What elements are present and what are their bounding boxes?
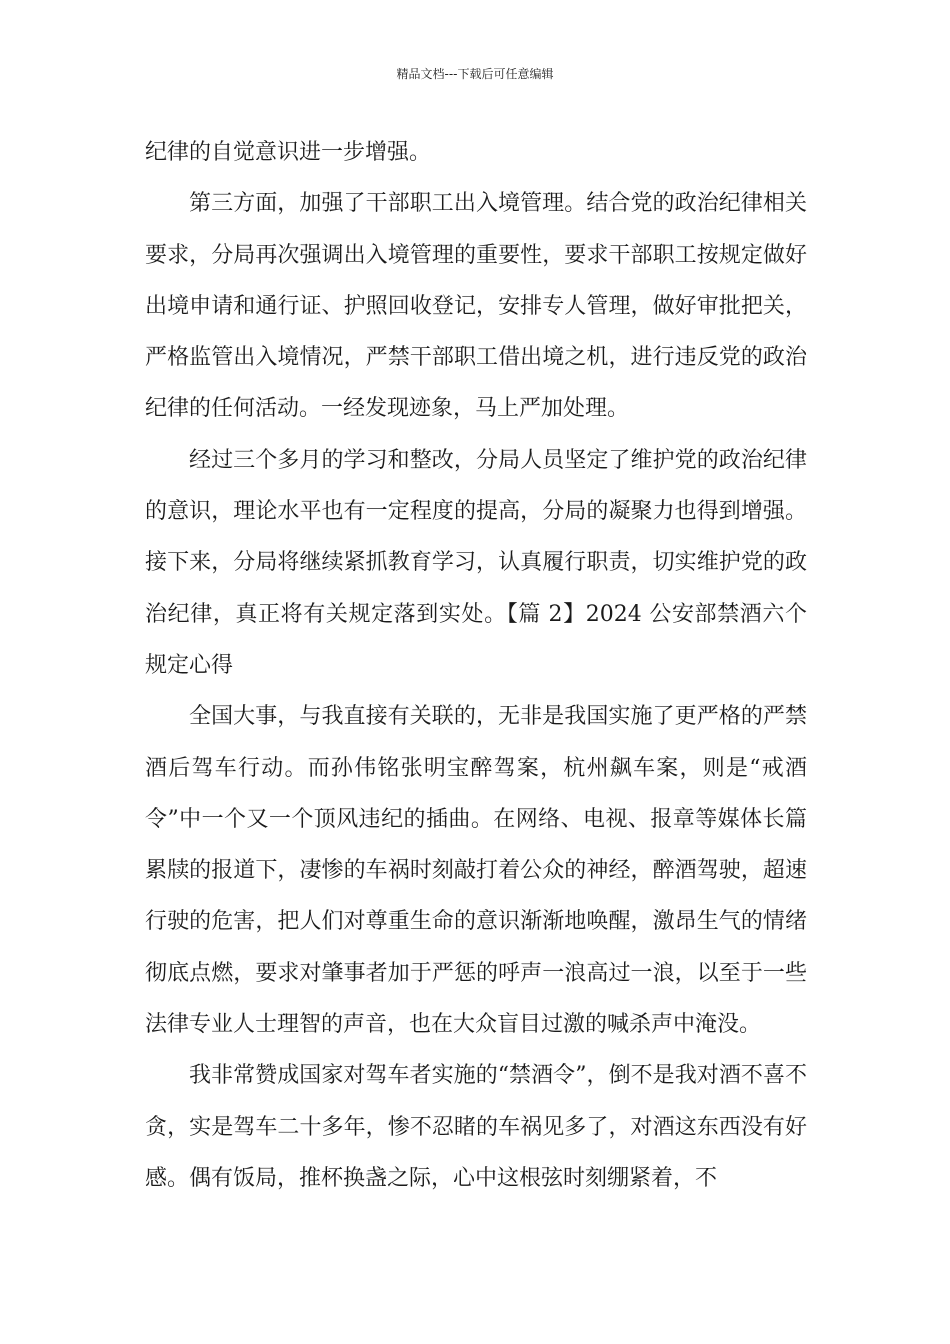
paragraph-5: 我非常赞成国家对驾车者实施的“禁酒令”，倒不是我对酒不喜不贪，实是驾车二十多年，惨不忍睹的车祸见多了，对酒这东西没有好感。偶有饭局，推杯换盏之际，心中这根弦时刻绷紧着，不: [145, 1063, 807, 1191]
paragraph-3: 经过三个多月的学习和整改，分局人员坚定了维护党的政治纪律的意识，理论水平也有一定程度的提高，分局的凝聚力也得到增强。接下来，分局将继续紧抓教育学习，认真履行职责，切实维护党的政治纪律，真正将有关规定落到实处。【篇 2】2024 公安部禁酒六个规定心得: [145, 447, 807, 678]
paragraph-1: 纪律的自觉意识进一步增强。: [145, 140, 432, 165]
page-header: 精品文档---下载后可任意编辑: [396, 67, 554, 81]
document-body: [145, 127, 807, 1204]
paragraph-2: 第三方面，加强了干部职工出入境管理。结合党的政治纪律相关要求，分局再次强调出入境管理的重要性，要求干部职工按规定做好出境申请和通行证、护照回收登记，安排专人管理，做好审批把关，严格监管出入境情况，严禁干部职工借出境之机，进行违反党的政治纪律的任何活动。一经发现迹象，马上严加处理。: [145, 191, 807, 422]
paragraph-4: 全国大事，与我直接有关联的，无非是我国实施了更严格的严禁酒后驾车行动。而孙伟铭张明宝醉驾案，杭州飙车案，则是“戒酒令”中一个又一个顶风违纪的插曲。在网络、电视、报章等媒体长篇累牍的报道下，凄惨的车祸时刻敲打着公众的神经，醉酒驾驶，超速行驶的危害，把人们对尊重生命的意识渐渐地唤醒，激昂生气的情绪彻底点燃，要求对肇事者加于严惩的呼声一浪高过一浪，以至于一些法律专业人士理智的声音，也在大众盲目过激的喊杀声中淹没。: [145, 704, 807, 1038]
